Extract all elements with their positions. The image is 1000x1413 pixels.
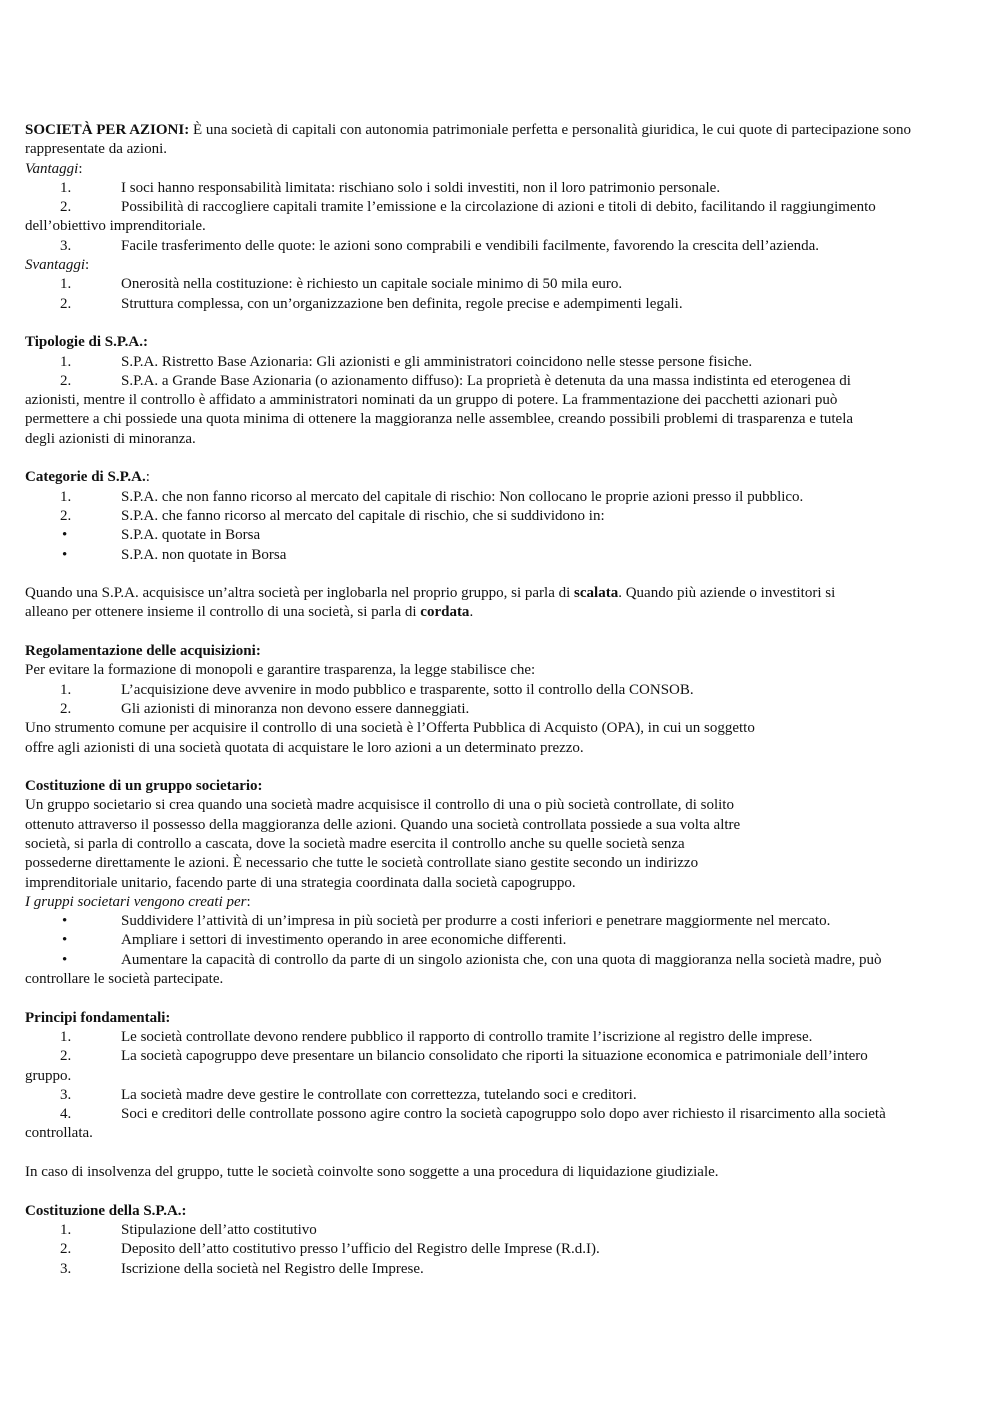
list-item: 2. S.P.A. a Grande Base Azionaria (o azionamento diffuso): La proprietà è detenuta da una massa indistinta ed eterogenea di azionisti, mentre il controllo è affidato a amministratori nominati da un gruppo di potere. La frammentazione dei pacchetti azionari può permettere a chi possiede una quota minima di ottenere la maggioranza nelle assemblee, creando possibili problemi di trasparenza e tutela degli azionisti di minoranza. <box>25 372 854 447</box>
list-item: 2. Gli azionisti di minoranza non devono essere danneggiati. <box>60 700 470 717</box>
bullet-item: • S.P.A. quotate in Borsa <box>62 527 261 544</box>
list-item: 2. La società capogruppo deve presentare un bilancio consolidato che riporti la situazione economica e patrimoniale dell’intero gruppo. <box>25 1048 868 1084</box>
list-item: 1. L’acquisizione deve avvenire in modo pubblico e trasparente, sotto il controllo della CONSOB. <box>60 681 694 698</box>
list-item: 2. Deposito dell’atto costitutivo presso l’ufficio del Registro delle Imprese (R.d.I). <box>60 1241 600 1258</box>
intro-paragraph <box>25 121 980 160</box>
intro-text: È una società di capitali con autonomia patrimoniale perfetta e personalità giuridica, le cui quote di partecipazione sono rappresentate da azioni. <box>25 122 912 158</box>
bullet-item: • S.P.A. non quotate in Borsa <box>62 546 287 563</box>
tipologie-heading: Tipologie di S.P.A.: <box>25 334 148 351</box>
bullet-item: • Suddividere l’attività di un’impresa in più società per produrre a costi inferiori e penetrare maggiormente nel mercato. <box>62 913 831 930</box>
list-item: 1. I soci hanno responsabilità limitata: rischiano solo i soldi investiti, non il loro patrimonio personale. <box>60 179 721 196</box>
regolamentazione-intro: Per evitare la formazione di monopoli e garantire trasparenza, la legge stabilisce che: <box>25 662 536 679</box>
vantaggi-heading: Vantaggi: <box>25 160 83 177</box>
svantaggi-heading: Svantaggi: <box>25 257 90 274</box>
list-item: 2. Possibilità di raccogliere capitali tramite l’emissione e la circolazione di azioni e titoli di debito, facilitando il raggiungimento dell’obiettivo imprenditoriale. <box>25 199 876 235</box>
opa-paragraph: Uno strumento comune per acquisire il controllo di una società è l’Offerta Pubblica di Acquisto (OPA), in cui un soggetto offre agli azionisti di una società quotata di acquistare le loro azioni a un determinato prezzo. <box>25 720 755 756</box>
list-item: 1. S.P.A. Ristretto Base Azionaria: Gli azionisti e gli amministratori coincidono nelle stesse persone fisiche. <box>60 353 753 370</box>
list-item: 2. Struttura complessa, con un’organizzazione ben definita, regole precise e adempimenti legali. <box>60 295 683 312</box>
scalata-paragraph: Quando una S.P.A. acquisisce un’altra società per inglobarla nel proprio gruppo, si parla di scalata. Quando più aziende o investitori si alleano per ottenere insieme il controllo di una società, si parla di cordata. <box>25 585 836 621</box>
list-item: 1. Onerosità nella costituzione: è richiesto un capitale sociale minimo di 50 mila euro. <box>60 276 623 293</box>
regolamentazione-heading: Regolamentazione delle acquisizioni: <box>25 643 261 660</box>
intro-title: SOCIETÀ PER AZIONI: <box>25 122 190 138</box>
list-item: 1. Le società controllate devono rendere pubblico il rapporto di controllo tramite l’iscrizione al registro delle imprese. <box>60 1028 813 1045</box>
list-item: 3. Facile trasferimento delle quote: le azioni sono comprabili e vendibili facilmente, favorendo la crescita dell’azienda. <box>60 237 820 254</box>
list-item: 2. S.P.A. che fanno ricorso al mercato del capitale di rischio, che si suddividono in: <box>60 507 605 524</box>
bullet-item: • Aumentare la capacità di controllo da parte di un singolo azionista che, con una quota di maggioranza nella società madre, può controllare le società partecipate. <box>25 951 882 988</box>
list-item: 1. Stipulazione dell’atto costitutivo <box>60 1221 317 1238</box>
bullet-item: • Ampliare i settori di investimento operando in aree economiche differenti. <box>62 932 567 949</box>
categorie-heading: Categorie di S.P.A.: <box>25 469 150 486</box>
gruppo-italic-label: I gruppi societari vengono creati per: <box>25 893 251 910</box>
list-item: 3. Iscrizione della società nel Registro delle Imprese. <box>60 1260 424 1277</box>
insolvenza-paragraph: In caso di insolvenza del gruppo, tutte le società coinvolte sono soggette a una procedura di liquidazione giudiziale. <box>25 1164 719 1181</box>
list-item: 4. Soci e creditori delle controllate possono agire contro la società capogruppo solo dopo aver richiesto il risarcimento alla società controllata. <box>25 1106 886 1142</box>
gruppo-paragraph: Un gruppo societario si crea quando una società madre acquisisce il controllo di una o più società controllate, di solito ottenuto attraverso il possesso della maggioranza delle azioni. Quando una società controllata possiede a sua volta altre società, si parla di controllo a cascata, dove la società madre esercita il controllo anche su quelle società senza possederne direttamente le azioni. È necessario che tutte le società controllate siano gestite secondo un indirizzo imprenditoriale unitario, facendo parte di una strategia coordinata dalla società capogruppo. <box>25 797 741 891</box>
document-page <box>25 121 980 1279</box>
gruppo-heading: Costituzione di un gruppo societario: <box>25 778 263 795</box>
principi-heading: Principi fondamentali: <box>25 1009 171 1026</box>
costituzione-heading: Costituzione della S.P.A.: <box>25 1202 187 1219</box>
list-item: 1. S.P.A. che non fanno ricorso al mercato del capitale di rischio: Non collocano le proprie azioni presso il pubblico. <box>60 488 804 505</box>
list-item: 3. La società madre deve gestire le controllate con correttezza, tutelando soci e creditori. <box>60 1086 637 1103</box>
